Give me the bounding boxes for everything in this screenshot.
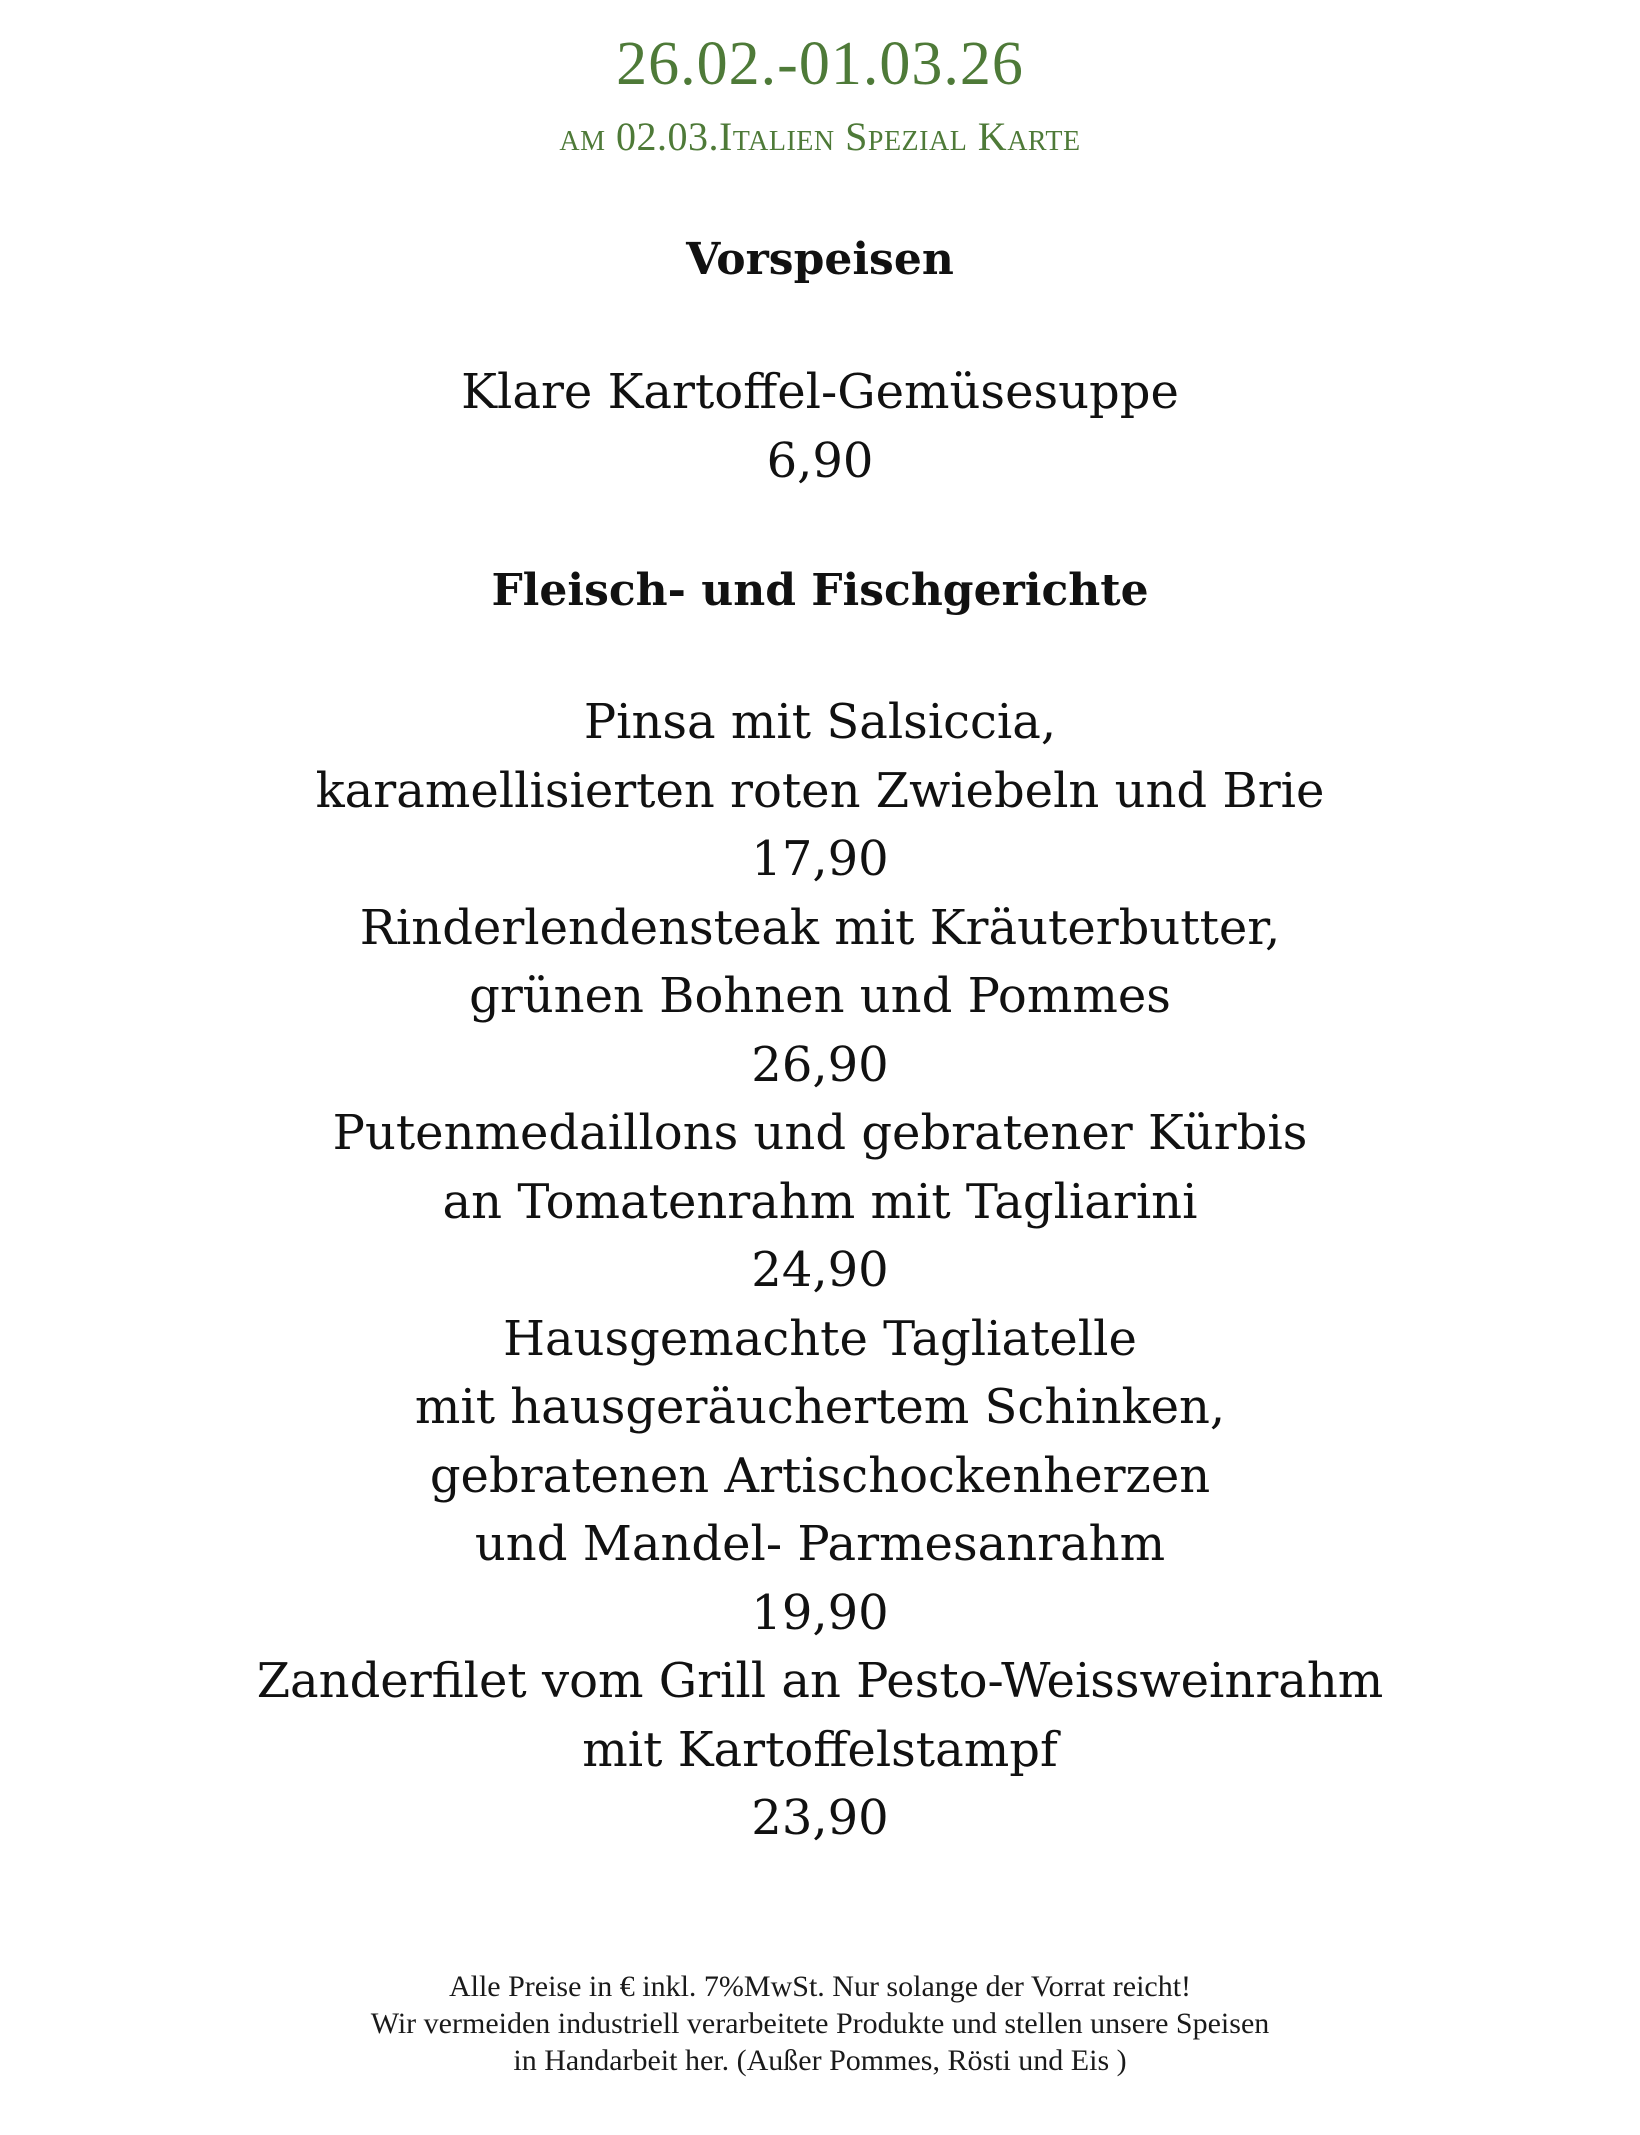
menu-item-name: Klare Kartoffel-Gemüsesuppe — [461, 364, 1179, 420]
mains-list — [0, 688, 1640, 1853]
footer-line-prices: Alle Preise in € inkl. 7%MwSt. Nur solange der Vorrat reicht! — [448, 1970, 1192, 2003]
menu-item-name: Hausgemachte Tagliatelle — [503, 1310, 1137, 1367]
menu-item-price: 26,90 — [751, 1036, 889, 1093]
menu-item-description: und Mandel- Parmesanrahm — [474, 1516, 1166, 1572]
menu-item-description: mit hausgeräuchertem Schinken, — [414, 1379, 1226, 1435]
menu-item-name: Rinderlendensteak mit Kräuterbutter, — [359, 899, 1281, 956]
menu-item-description: mit Kartoffelstampf — [582, 1721, 1058, 1778]
menu-item — [0, 1647, 1640, 1853]
starters-list — [0, 358, 1640, 495]
footer-notice — [0, 1968, 1640, 2079]
menu-item-price: 6,90 — [766, 432, 874, 489]
date-range-title: 26.02.-01.03.26 — [616, 30, 1024, 98]
menu-item-description: an Tomatenrahm mit Tagliarini — [442, 1173, 1198, 1230]
menu-item — [0, 1305, 1640, 1648]
menu-item-name: Putenmedaillons und gebratener Kürbis — [332, 1105, 1308, 1161]
menu-item-price: 17,90 — [751, 831, 889, 887]
menu-item — [0, 688, 1640, 894]
menu-item-description: grünen Bohnen und Pommes — [469, 968, 1171, 1024]
menu-item — [0, 1099, 1640, 1305]
menu-item-name: Pinsa mit Salsiccia, — [583, 694, 1057, 750]
section-heading-mains: Fleisch- und Fischgerichte — [491, 565, 1149, 616]
menu-item-price: 23,90 — [751, 1790, 889, 1846]
menu-item-description: karamellisierten roten Zwiebeln und Brie — [315, 762, 1325, 819]
section-heading-starters: Vorspeisen — [686, 234, 954, 285]
footer-line-handmade: Wir vermeiden industriell verarbeitete Produkte und stellen unsere Speisen — [370, 2007, 1270, 2040]
menu-item — [0, 358, 1640, 495]
footer-line-exceptions: in Handarbeit her. (Außer Pommes, Rösti und Eis ) — [513, 2044, 1127, 2077]
menu-item-description: gebratenen Artischockenherzen — [429, 1447, 1211, 1504]
special-menu-note: am 02.03.Italien Spezial Karte — [559, 114, 1081, 159]
menu-item-price: 24,90 — [751, 1242, 889, 1298]
menu-item — [0, 894, 1640, 1100]
menu-item-name: Zanderfilet vom Grill an Pesto-Weissweinrahm — [256, 1653, 1384, 1709]
menu-item-price: 19,90 — [751, 1584, 889, 1641]
